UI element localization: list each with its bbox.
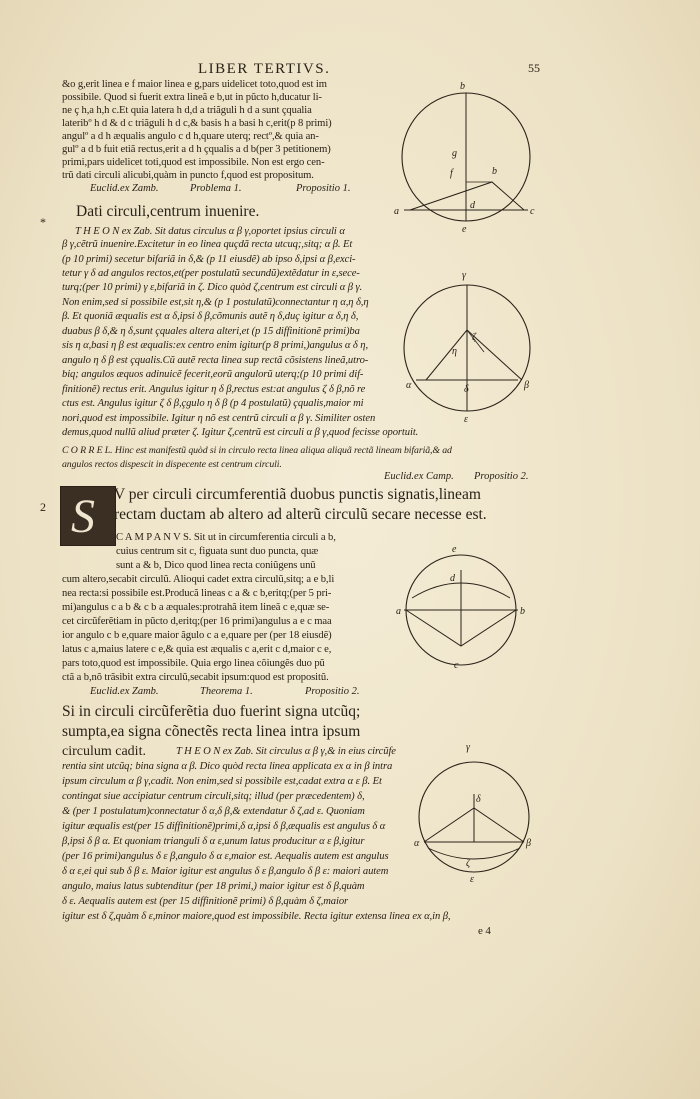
- reference-source: Euclid.ex Camp.: [384, 471, 454, 482]
- fig-label: δ: [464, 384, 469, 395]
- text-line: sunt a & b, Dico quod linea recta coniũgens unũ: [116, 560, 316, 571]
- reference-proposition: Propositio 1.: [296, 183, 351, 194]
- text-line: C A M P A N V S. Sit ut in circumferentia circuli a b,: [116, 532, 336, 543]
- fig-label: β: [526, 838, 531, 849]
- proposition-title-1: Dati circuli,centrum inuenire.: [76, 203, 260, 220]
- text-line: angulº a d h æqualis angulo c d h,quare uterq; rectº,& quia an-: [62, 131, 319, 142]
- proposition-title-2-line: V per circuli circumferentiã duobus punctis signatis,lineam: [114, 486, 481, 503]
- fig-label: a: [396, 606, 401, 617]
- proposition-title-3-tail: circulum cadit.: [62, 744, 146, 759]
- fig-label: ε: [470, 874, 474, 885]
- proposition-title-3-line: Si in circuli circũferẽtia duo fuerint signa utcũq;: [62, 703, 361, 720]
- text-line: (p 10 primi) secetur bifariã in δ,& (p 11 eiusdẽ) ab ipso δ,ipsi α β,exci-: [62, 254, 356, 265]
- text-line: β. Et quoniã æqualis est α δ,ipsi δ β,cõmunis autẽ η δ,duç igitur α δ,η δ,: [62, 311, 359, 322]
- text-line: & (per 1 postulatum)connectatur δ α,δ β,& extendatur δ ζ,ad ε. Quoniam: [62, 806, 365, 817]
- fig-label: a: [394, 206, 399, 217]
- fig-label: η: [452, 346, 457, 357]
- figure-circle-1: [394, 81, 540, 235]
- text-line: cum altero,secabit circulũ. Alioqui cadet extra circulũ,sitq; a e b,li: [62, 574, 335, 585]
- text-line: ctus est. Angulus igitur ζ δ β,çgulo η δ β (p 4 postulatũ) çqualis,maior mi: [62, 398, 364, 409]
- text-line: nori,quod est impossibile. Igitur η nõ est centrũ circuli α β γ. Similiter osten: [62, 413, 376, 424]
- text-line: turq;(per 10 primi) γ ε,bifariã in ζ. Dico quòd ζ,centrum est circuli α β γ.: [62, 282, 363, 293]
- text-line: contingat siue accipiatur centrum circuli,sitq; illud (per præcedentem) δ,: [62, 791, 365, 802]
- text-line: nea recta:si possibile est.Producã lineas c a & c b,eritq;(per 5 pri-: [62, 588, 332, 599]
- text-line: possibile. Quod si fuerit extra lineã e b,ut in pũcto h,ducatur li-: [62, 92, 322, 103]
- fig-label: ζ: [472, 332, 477, 343]
- reference-source: Euclid.ex Zamb.: [90, 183, 159, 194]
- proposition-title-2-line: rectam ductam ab altero ad alterũ circulũ secare necesse est.: [114, 506, 487, 523]
- fig-label: ζ: [466, 858, 471, 869]
- fig-label: b: [492, 166, 497, 177]
- text-line: (per 16 primi)angulus δ ε β,angulo δ α ε,maior est. Aequalis autem est angulus: [62, 851, 389, 862]
- page-number: 55: [528, 61, 540, 75]
- reference-source: Euclid.ex Zamb.: [90, 686, 159, 697]
- running-title: LIBER TERTIVS.: [198, 61, 331, 77]
- fig-label: δ: [476, 794, 481, 805]
- fig-label: β: [524, 380, 529, 391]
- fig-label: ε: [464, 414, 468, 425]
- figure-circle-2: [404, 270, 534, 425]
- text-line: δ ε. Aequalis autem est (per 15 diffinitionẽ primi) δ β,quàm δ ζ,maior: [62, 896, 349, 907]
- fig-label: γ: [462, 270, 466, 281]
- text-line: angulo η δ β est çqualis.Cũ autẽ recta linea sup rectã cõsistens lineã,utro-: [62, 355, 369, 366]
- text-line: tetur γ δ ad angulos rectos,et(per postulatũ secundũ)extẽdatur in ε,sece-: [62, 268, 360, 279]
- proposition-title-3-line: sumpta,ea signa cõnectẽs recta linea intra ipsum: [62, 723, 361, 740]
- fig-label: γ: [466, 742, 470, 753]
- fig-label: α: [406, 380, 412, 391]
- text-line: cuius centrum sit c, figuata sunt duo puncta, quæ: [116, 546, 319, 557]
- text-line: biq; angulos æquos adinuicẽ fecerit,eorũ angulorũ uterq;(p 10 primi dif-: [62, 369, 364, 380]
- text-line: demus,quod nullũ aliud præter ζ. Igitur ζ,centrũ est circuli α β γ,quod fecisse oportuit.: [62, 427, 419, 438]
- text-line: ne ç h,a h,h c.Et quia latera h d,d a triãguli h d a sunt çqualia: [62, 105, 312, 116]
- margin-mark: 2: [40, 500, 46, 514]
- text-line: angulo, maius latus subtenditur (per 18 primi,) maior igitur est δ β,quàm: [62, 881, 365, 892]
- text-line: T H E O N ex Zab. Sit datus circulus α β γ,oportet ipsius circuli α: [75, 226, 345, 237]
- text-line: mi)angulus c a b & c b a æquales:protrahã item lineã c e,quæ se-: [62, 602, 330, 613]
- text-line: pars toto,quod est impossibile. Quia ergo linea cõiungẽs duo pũ: [62, 658, 325, 669]
- fig-label: d: [470, 200, 475, 211]
- text-line: T H E O N ex Zab. Sit circulus α β γ,& in eius circũfe: [176, 746, 396, 757]
- fig-label: c: [454, 660, 459, 671]
- figure-circle-4: [414, 742, 545, 892]
- fig-label: b: [520, 606, 525, 617]
- text-line: lateribº h d & d c triãguli h d c,& basis h a basi h c,erit(p 8 primi): [62, 118, 332, 129]
- signature-mark: e 4: [478, 925, 491, 937]
- reference-theorem: Problema 1.: [190, 183, 242, 194]
- margin-mark: *: [40, 215, 46, 229]
- text-line: ctã a b,nõ trãsibit extra circulũ,secabit ipsum:quod est propositũ.: [62, 672, 329, 683]
- initial-letter: S: [71, 490, 95, 543]
- fig-label: e: [462, 224, 467, 235]
- text-line: gulº a d b fuit etiã rectus,erit a d h çqualis a d b(per 3 petitionem): [62, 144, 331, 155]
- text-line: Non enim,sed si possibile est,sit η,& (p 1 postulatũ)connectantur η α,η δ,η: [62, 297, 369, 308]
- fig-label: g: [452, 148, 457, 159]
- text-line: trũ dati circuli alicubi,quàm in puncto f,quod est propositum.: [62, 170, 314, 181]
- reference-proposition: Propositio 2.: [305, 686, 360, 697]
- reference-proposition: Propositio 2.: [474, 471, 529, 482]
- fig-label: d: [450, 573, 455, 584]
- text-line: β γ,cẽtrũ inuenire.Excitetur in eo linea quçdã recta utcuq;,sitq; α β. Et: [62, 239, 353, 250]
- text-line: β,ipsi δ β α. Et quoniam trianguli δ α ε,unum latus producitur α ε β,igitur: [62, 836, 365, 847]
- text-line: δ α ε,ei qui sub δ β ε. Maior igitur est angulus δ ε β,angulo δ β ε: maiori autem: [62, 866, 389, 877]
- text-line: sis η α,basi η β est æqualis:ex centro enim igitur(p 8 primi,)angulus α δ η,: [62, 340, 368, 351]
- fig-label: f: [450, 168, 453, 179]
- fig-label: c: [530, 206, 535, 217]
- reference-theorem: Theorema 1.: [200, 686, 253, 697]
- text-line: ior angulo c b e,quare maior ãgulo c a e,quare per (per 18 eiusdẽ): [62, 630, 332, 641]
- figure-circle-3: [396, 544, 534, 683]
- text-line: rentia sint utcũq; bina signa α β. Dico quòd recta linea applicata ex α in β intra: [62, 761, 393, 772]
- text-line: igitur æqualis est(per 15 diffinitionẽ)primi,δ α,ipsi δ β,æqualis est angulus δ α: [62, 821, 386, 832]
- text-line: ipsum circulum α β γ,cadit. Non enim,sed si possibile est,cadat extra α ε β. Et: [62, 776, 382, 787]
- text-line: primi,pars uidelicet toti,quod est impossibile. Non est ergo cen-: [62, 157, 325, 168]
- fig-label: α: [414, 838, 420, 849]
- corollary-line: C O R R E L. Hinc est manifestũ quòd si in circulo recta linea aliqua aliquã rectã lineam bifariã,& ad: [62, 445, 452, 456]
- fig-label: e: [452, 544, 457, 555]
- text-line: duabus β δ,& η δ,sunt çquales altera alteri,et (p 15 diffinitionẽ primi)ba: [62, 326, 360, 337]
- text-line: cet circũferẽtiam in pũcto d,eritq;(per 16 primi)angulus a e c maa: [62, 616, 332, 627]
- text-line: &o g,erit linea e f maior linea e g,pars uidelicet toto,quod est im: [62, 79, 327, 90]
- fig-label: b: [460, 81, 465, 92]
- corollary-line: angulos rectos dispescit in dispecente est centrum circuli.: [62, 459, 282, 470]
- text-line: igitur est δ ζ,quàm δ ε,minor maiore,quod est impossibile. Recta igitur extensa linea ex α,in β,: [62, 911, 451, 922]
- text-line: finitionẽ) rectus erit. Angulus igitur η δ β,rectus est:at angulus ζ δ β,nõ re: [62, 384, 366, 395]
- decorated-initial: [60, 486, 116, 546]
- text-line: latus c a,maius latere c e,& quia est æqualis c a,erit c d,maior c e,: [62, 644, 332, 655]
